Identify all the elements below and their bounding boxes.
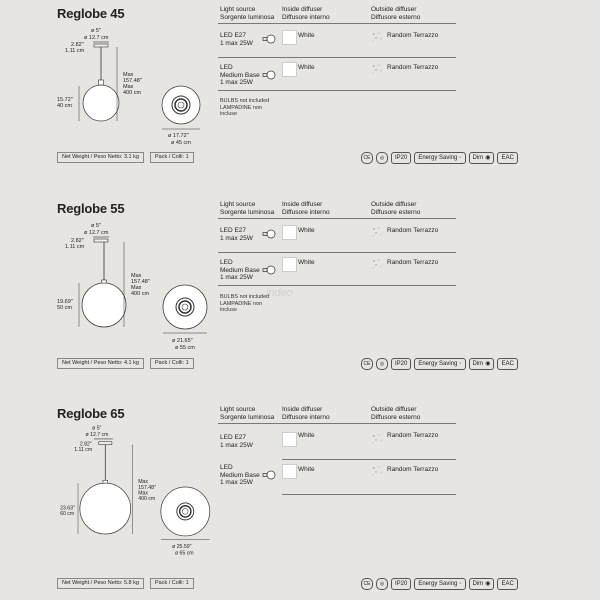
etl-icon: ◎: [376, 578, 388, 590]
svg-text:400 cm: 400 cm: [131, 291, 150, 297]
terrazzo-swatch: [371, 225, 384, 238]
label-random-terrazzo: Random Terrazzo: [387, 432, 439, 439]
ip20-badge: IP20: [391, 578, 411, 590]
net-weight: Net Weight / Peso Netto: 5.8 kg: [57, 578, 144, 589]
svg-text:400 cm: 400 cm: [123, 90, 142, 96]
eac-badge: EAC: [497, 358, 517, 370]
product-section: [0, 6, 600, 196]
svg-text:ø 12.7 cm: ø 12.7 cm: [84, 35, 109, 41]
divider: [218, 218, 456, 219]
header-light-source: Light source Sorgente luminosa: [220, 406, 275, 421]
swatch-white: [282, 464, 297, 479]
divider: [218, 90, 456, 91]
dim-badge: Dim ◉: [469, 578, 495, 590]
option-led-medium: LED Medium Base 1 max 25W: [220, 464, 260, 486]
option-led-medium: LED Medium Base 1 max 25W: [220, 259, 260, 281]
diameter-cm: ø 55 cm: [175, 345, 195, 351]
product-section: [0, 406, 600, 596]
header-outside-diffuser: Outside diffuser Diffusore esterno: [371, 201, 421, 216]
svg-text:ø 5": ø 5": [91, 28, 101, 34]
swatch-white: [282, 62, 297, 77]
svg-text:2.82": 2.82": [71, 42, 84, 48]
label-random-terrazzo: Random Terrazzo: [387, 466, 439, 473]
pack-count: Pack / Colli: 1: [150, 152, 194, 163]
terrazzo-swatch: [371, 257, 384, 270]
svg-text:Max: Max: [131, 285, 142, 291]
label-white: White: [298, 466, 315, 473]
svg-text:400 cm: 400 cm: [138, 496, 156, 503]
bulb-note: BULBS not included LAMPADINE non incluse: [220, 98, 270, 117]
energy-saving-badge: Energy Saving ◦: [414, 358, 465, 370]
label-white: White: [298, 432, 315, 439]
option-led-e27: LED E27 1 max 25W: [220, 434, 253, 449]
option-led-medium: LED Medium Base 1 max 25W: [220, 64, 260, 86]
bulb-icon: ◦: [459, 361, 462, 367]
swatch-white: [282, 225, 297, 240]
header-inside-diffuser: Inside diffuser Diffusore interno: [282, 6, 330, 21]
diameter-inch: ø 25.59": [172, 544, 192, 551]
label-white: White: [298, 259, 315, 266]
option-led-e27: LED E27 1 max 25W: [220, 32, 253, 47]
label-white: White: [298, 64, 315, 71]
bulb-icon: [262, 265, 276, 275]
header-outside-diffuser: Outside diffuser Diffusore esterno: [371, 6, 421, 21]
diameter-inch: ø 17.72": [168, 133, 189, 139]
net-weight: Net Weight / Peso Netto: 4.1 kg: [57, 358, 144, 369]
label-random-terrazzo: Random Terrazzo: [387, 259, 439, 266]
height-cm: 40 cm: [57, 103, 72, 109]
svg-text:ø 12.7 cm: ø 12.7 cm: [84, 230, 109, 236]
svg-text:157.48": 157.48": [131, 279, 150, 285]
terrazzo-swatch: [371, 62, 384, 75]
svg-text:2.82": 2.82": [79, 441, 92, 448]
bulb-icon: [262, 70, 276, 80]
header-outside-diffuser: Outside diffuser Diffusore esterno: [371, 406, 421, 421]
svg-text:1.11 cm: 1.11 cm: [65, 244, 85, 250]
divider: [218, 423, 456, 424]
bulb-icon: ◦: [459, 581, 462, 587]
product-title: Reglobe 55: [57, 201, 125, 216]
energy-saving-badge: Energy Saving ◦: [414, 152, 465, 164]
pack-count: Pack / Colli: 1: [150, 358, 194, 369]
etl-icon: ◎: [376, 358, 388, 370]
header-inside-diffuser: Inside diffuser Diffusore interno: [282, 406, 330, 421]
height-cm: 50 cm: [57, 305, 72, 311]
diameter-inch: ø 21.65": [172, 338, 193, 344]
eac-badge: EAC: [497, 578, 517, 590]
terrazzo-swatch: [371, 30, 384, 43]
svg-text:Max: Max: [138, 490, 148, 497]
divider: [218, 252, 456, 253]
swatch-white: [282, 257, 297, 272]
bulb-note: BULBS not included LAMPADINE non incluse: [220, 294, 270, 313]
dimmer-icon: ◉: [485, 155, 491, 161]
svg-text:1.11 cm: 1.11 cm: [65, 48, 85, 54]
dim-badge: Dim ◉: [469, 152, 495, 164]
product-drawing: [0, 201, 220, 361]
label-white: White: [298, 32, 315, 39]
dimmer-icon: ◉: [485, 581, 491, 587]
dim-badge: Dim ◉: [469, 358, 495, 370]
divider: [218, 23, 456, 24]
height-inch: 15.72": [57, 97, 73, 103]
diameter-cm: ø 45 cm: [171, 140, 191, 146]
svg-text:Max: Max: [131, 273, 142, 279]
etl-icon: ◎: [376, 152, 388, 164]
label-random-terrazzo: Random Terrazzo: [387, 32, 439, 39]
label-white: White: [298, 227, 315, 234]
header-light-source: Light source Sorgente luminosa: [220, 201, 275, 216]
height-inch: 23.63": [60, 505, 75, 512]
svg-text:157.48": 157.48": [138, 484, 156, 491]
bulb-icon: ◦: [459, 155, 462, 161]
ce-badge: CE: [361, 358, 373, 370]
label-random-terrazzo: Random Terrazzo: [387, 227, 439, 234]
eac-badge: EAC: [497, 152, 517, 164]
product-section: [0, 201, 600, 391]
height-cm: 60 cm: [60, 511, 75, 518]
svg-text:157.48": 157.48": [123, 78, 142, 84]
height-inch: 19.69": [57, 299, 73, 305]
dimmer-icon: ◉: [485, 361, 491, 367]
product-title: Reglobe 65: [57, 406, 125, 421]
net-weight: Net Weight / Peso Netto: 3.1 kg: [57, 152, 144, 163]
product-drawing: [0, 406, 220, 566]
bulb-icon: [262, 229, 276, 239]
swatch-white: [282, 432, 297, 447]
svg-text:ø 5": ø 5": [91, 223, 101, 229]
divider: [282, 459, 456, 460]
pack-count: Pack / Colli: 1: [150, 578, 194, 589]
ip20-badge: IP20: [391, 358, 411, 370]
svg-text:Max: Max: [123, 72, 134, 78]
svg-text:2.82": 2.82": [71, 238, 84, 244]
terrazzo-swatch: [371, 464, 384, 477]
product-title: Reglobe 45: [57, 6, 125, 21]
bulb-icon: [262, 34, 276, 44]
svg-text:ø 5": ø 5": [92, 425, 102, 432]
divider: [282, 494, 456, 495]
ce-badge: CE: [361, 578, 373, 590]
header-inside-diffuser: Inside diffuser Diffusore interno: [282, 201, 330, 216]
ip20-badge: IP20: [391, 152, 411, 164]
option-led-e27: LED E27 1 max 25W: [220, 227, 253, 242]
ce-badge: CE: [361, 152, 373, 164]
product-drawing: [0, 6, 220, 166]
energy-saving-badge: Energy Saving ◦: [414, 578, 465, 590]
bulb-icon: [262, 470, 276, 480]
watermark: indeo: [266, 287, 293, 299]
cert-badges: [361, 152, 518, 164]
header-light-source: Light source Sorgente luminosa: [220, 6, 275, 21]
svg-text:ø 12.7 cm: ø 12.7 cm: [85, 432, 109, 439]
divider: [218, 285, 456, 286]
svg-text:Max: Max: [138, 479, 148, 486]
diameter-cm: ø 65 cm: [174, 550, 194, 557]
terrazzo-swatch: [371, 432, 384, 445]
svg-text:1.11 cm: 1.11 cm: [74, 447, 93, 454]
cert-badges: [361, 358, 518, 370]
swatch-white: [282, 30, 297, 45]
cert-badges: [361, 578, 518, 590]
svg-text:Max: Max: [123, 84, 134, 90]
label-random-terrazzo: Random Terrazzo: [387, 64, 439, 71]
divider: [218, 57, 456, 58]
